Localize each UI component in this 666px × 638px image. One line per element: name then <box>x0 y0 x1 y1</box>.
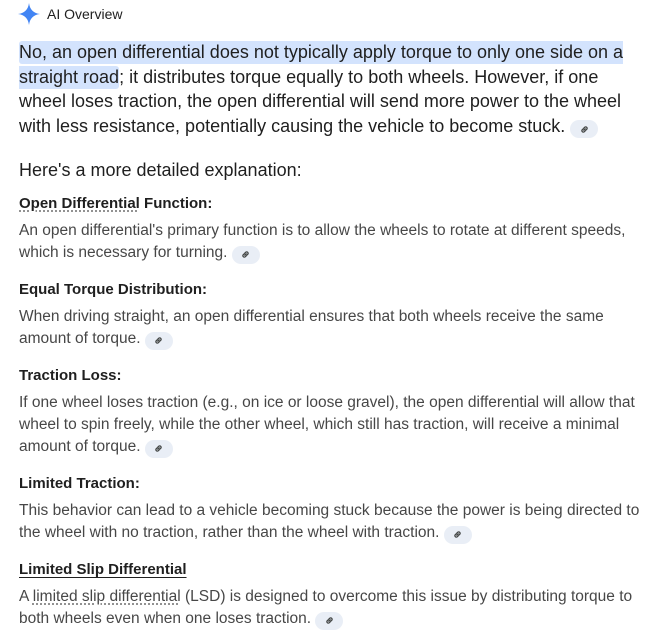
section-body: This behavior can lead to a vehicle becoming stuck because the power is being directed to the wheel with no traction, rather than the wheel with traction. <box>19 500 654 544</box>
open-differential-link[interactable]: Open Differential <box>19 195 140 212</box>
section-body: If one wheel loses traction (e.g., on ice or loose gravel), the open differential will allow that wheel to spin freely, while the other wheel, which still has traction, will receive a minimal amount of torque. <box>19 392 654 458</box>
source-link-chip[interactable] <box>315 612 343 630</box>
link-icon <box>153 443 164 454</box>
link-icon <box>153 335 164 346</box>
lead-rest: ; it distributes torque equally to both wheels. However, if one wheel loses traction, the open differential will send more power to the wheel with less resistance, potentially causing the vehicle to become stuck. <box>19 66 622 136</box>
section-body: When driving straight, an open differential ensures that both wheels receive the same amount of torque. <box>19 306 654 350</box>
limited-slip-differential-link[interactable]: limited slip differential <box>32 588 181 605</box>
source-link-chip[interactable] <box>570 120 598 138</box>
section-equal-torque-distribution <box>19 280 654 350</box>
section-title: Traction Loss: <box>19 367 122 384</box>
lead-paragraph <box>19 40 649 138</box>
ai-overview-header <box>17 2 122 26</box>
section-body: A limited slip differential (LSD) is designed to overcome this issue by distributing torque to both wheels even when one loses traction. <box>19 586 654 630</box>
section-open-differential-function <box>19 194 654 264</box>
sparkle-icon <box>17 2 41 26</box>
source-link-chip[interactable] <box>232 246 260 264</box>
limited-slip-differential-heading-link[interactable]: Limited Slip Differential <box>19 561 187 578</box>
source-link-chip[interactable] <box>444 526 472 544</box>
link-icon <box>324 615 335 626</box>
section-limited-traction <box>19 474 654 544</box>
ai-overview-title: AI Overview <box>47 6 123 22</box>
section-body: An open differential's primary function is to allow the wheels to rotate at different speeds, which is necessary for turning. <box>19 220 654 264</box>
link-icon <box>240 249 251 260</box>
highlighted-answer: No, an open differential does not typically apply torque to only one side on a straight road <box>19 42 624 87</box>
source-link-chip[interactable] <box>145 332 173 350</box>
section-limited-slip-differential <box>19 560 654 630</box>
section-title: Equal Torque Distribution: <box>19 281 208 298</box>
intro-text: Here's a more detailed explanation: <box>19 160 302 180</box>
section-traction-loss <box>19 366 654 458</box>
source-link-chip[interactable] <box>145 440 173 458</box>
section-title: Limited Traction: <box>19 475 140 492</box>
link-icon <box>579 124 590 135</box>
link-icon <box>452 529 463 540</box>
section-title <box>19 560 654 580</box>
section-title: Open Differential Function: <box>19 195 213 212</box>
